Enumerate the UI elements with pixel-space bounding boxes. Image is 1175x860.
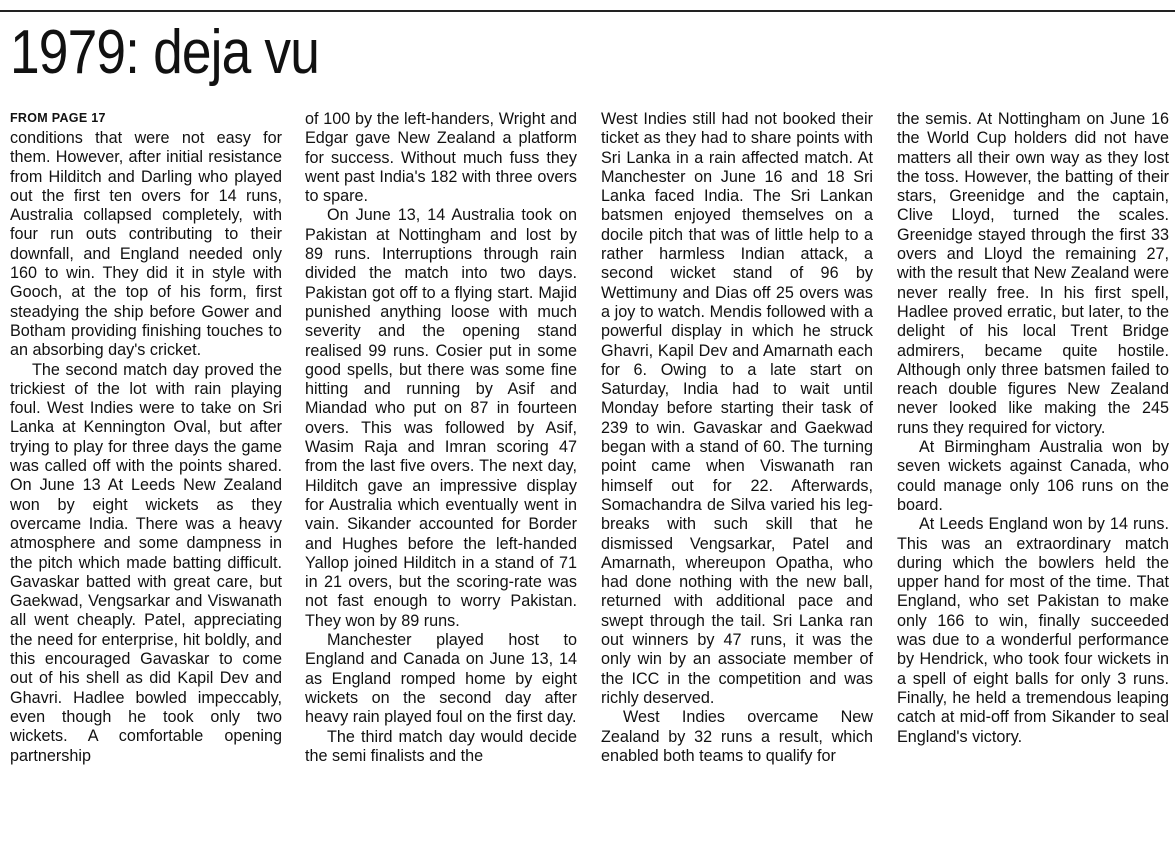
paragraph: the semis. At Nottingham on June 16 the World Cup holders did not have matters all their own way as they lost the toss. However, the batting of their stars, Greenidge and the captain, Clive Lloyd, turned the scales. Greenidge stayed through the first 33 overs and Lloyd the remaining 27, with the result that New Zealand were never really free. In his first spell, Hadlee proved erratic, but later, to the delight of his local Trent Bridge admirers, became quite hostile. Although only three batsmen failed to reach double figures New Zealand never looked like making the 245 runs they required for victory. <box>897 110 1169 437</box>
paragraph: of 100 by the left-handers, Wright and Edgar gave New Zealand a platform for success. Without much fuss they went past India's 182 with three overs to spare. <box>305 110 577 206</box>
paragraph: At Leeds England won by 14 runs. This was an extraordinary match during which the bowlers held the upper hand for most of the time. That England, who set Pakistan to make only 166 to win, finally succeeded was due to a wonderful performance by Hendrick, who took four wickets in a spell of eight balls for only 3 runs. Finally, he held a tremendous leaping catch at mid-off from Sikander to seal England's victory. <box>897 515 1169 746</box>
paragraph: Manchester played host to England and Canada on June 13, 14 as England romped home by eight wickets on the second day after heavy rain played foul on the first day. <box>305 631 577 727</box>
paragraph: On June 13, 14 Australia took on Pakistan at Nottingham and lost by 89 runs. Interruptions through rain divided the match into two days. Pakistan got off to a flying start. Majid punished anything loose with much severity and the opening stand realised 99 runs. Cosier put in some good spells, but there was some fine hitting and running by Asif and Miandad who put on 87 in fourteen overs. This was followed by Asif, Wasim Raja and Imran scoring 47 from the last five overs. The next day, Hilditch gave an impressive display for Australia which eventually went in vain. Sikander accounted for Border and Hughes before the left-handed Yallop joined Hilditch in a stand of 71 in 21 overs, but the scoring-rate was not fast enough to worry Pakistan. They won by 89 runs. <box>305 206 577 630</box>
article-column-3 <box>601 110 873 766</box>
paragraph: The third match day would decide the semi finalists and the <box>305 727 577 765</box>
headline: 1979: deja vu <box>10 18 320 87</box>
paragraph: The second match day proved the trickiest of the lot with rain playing foul. West Indies were to take on Sri Lanka at Kennington Oval, but after trying to play for three days the game was called off with the points shared. On June 13 At Leeds New Zealand won by eight wickets as they overcame India. There was a heavy atmosphere and some dampness in the pitch which made batting difficult. Gavaskar batted with great care, but Gaekwad, Vengsarkar and Viswanath all went cheaply. Patel, appreciating the need for enterprise, hit boldly, and this encouraged Gavaskar to come out of his shell as did Kapil Dev and Ghavri. Hadlee bowled impeccably, even though he took only two wickets. A comfortable opening partnership <box>10 360 282 765</box>
article-column-1 <box>10 110 282 766</box>
article-column-2 <box>305 110 577 766</box>
paragraph: West Indies overcame New Zealand by 32 runs a result, which enabled both teams to qualify for <box>601 708 873 765</box>
paragraph: At Birmingham Australia won by seven wickets against Canada, who could manage only 106 runs on the board. <box>897 438 1169 514</box>
continued-from-label: FROM PAGE 17 <box>10 111 106 125</box>
article-column-4 <box>897 110 1169 747</box>
paragraph: West Indies still had not booked their ticket as they had to share points with Sri Lanka in a rain affected match. At Manchester on June 16 and 18 Sri Lanka faced India. The Sri Lankan batsmen enjoyed themselves on a docile pitch that was of little help to a rather harmless Indian attack, a second wicket stand of 96 by Wettimuny and Dias off 25 overs was a joy to watch. Mendis followed with a powerful display in which he struck Ghavri, Kapil Dev and Amarnath each for 6. Owing to a late start on Saturday, India had to wait until Monday before starting their task of 239 to win. Gavaskar and Gaekwad began with a stand of 60. The turning point came when Viswanath ran himself out for 22. Afterwards, Somachandra de Silva varied his leg-breaks with such skill that he dismissed Vengsarkar, Patel and Amarnath, whereupon Opatha, who had done nothing with the new ball, returned with additional pace and swept through the tail. Sri Lanka ran out winners by 47 runs, it was the only win by an associate member of the ICC in the competition and was richly deserved. <box>601 110 873 707</box>
paragraph: conditions that were not easy for them. However, after initial resistance from Hilditch and Darling who played out the first ten overs for 14 runs, Australia collapsed completely, with four run outs contributing to their downfall, and England needed only 160 to win. They did it in style with Gooch, at the top of his form, first steadying the ship before Gower and Botham providing finishing touches to an absorbing day's cricket. <box>10 129 282 360</box>
top-rule <box>0 10 1175 12</box>
